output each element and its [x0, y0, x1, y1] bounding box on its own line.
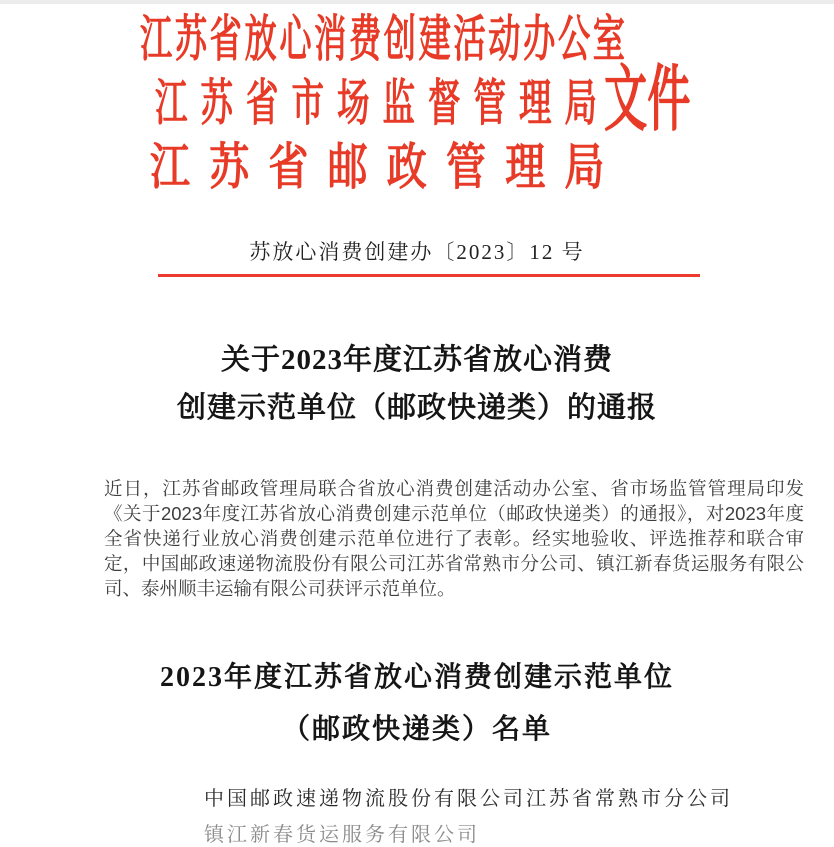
top-gray-strip: [0, 0, 834, 4]
document-title: [0, 336, 834, 432]
letterhead-line3: 江苏省邮政管理局: [150, 139, 624, 195]
list-section-title-line1: 2023年度江苏省放心消费创建示范单位: [159, 662, 674, 693]
letterhead-line1: 江苏省放心消费创建活动办公室: [140, 11, 628, 67]
document-number: 苏放心消费创建办〔2023〕12 号: [249, 240, 585, 264]
document-title-line2: 创建示范单位（邮政快递类）的通报: [176, 392, 657, 424]
list-item-company-2-text: 镇江新春货运服务有限公司: [204, 824, 480, 846]
list-section-title-line2: （邮政快递类）名单: [281, 714, 552, 745]
list-section-title: [0, 652, 834, 756]
letterhead-line2-agency: 江苏省市场监督管理局: [155, 75, 610, 131]
list-item-company-2-partial: [204, 818, 480, 846]
red-divider-line: [158, 274, 700, 277]
document-title-line1: 关于2023年度江苏省放心消费: [220, 344, 613, 376]
body-paragraph: 近日，江苏省邮政管理局联合省放心消费创建活动办公室、省市场监管管理局印发《关于2023年度江苏省放心消费创建示范单位（邮政快递类）的通报》，对2023年度全省快递行业放心消费创建示范单位进行了表彰。经实地验收、评选推荐和联合审定，中国邮政速递物流股份有限公司江苏省常熟市分公司、镇江新春货运服务有限公司、泰州顺丰运输有限公司获评示范单位。: [104, 478, 804, 599]
list-item-company-1: 中国邮政速递物流股份有限公司江苏省常熟市分公司: [204, 788, 733, 810]
letterhead-wenjian-label: 文件: [604, 60, 691, 140]
